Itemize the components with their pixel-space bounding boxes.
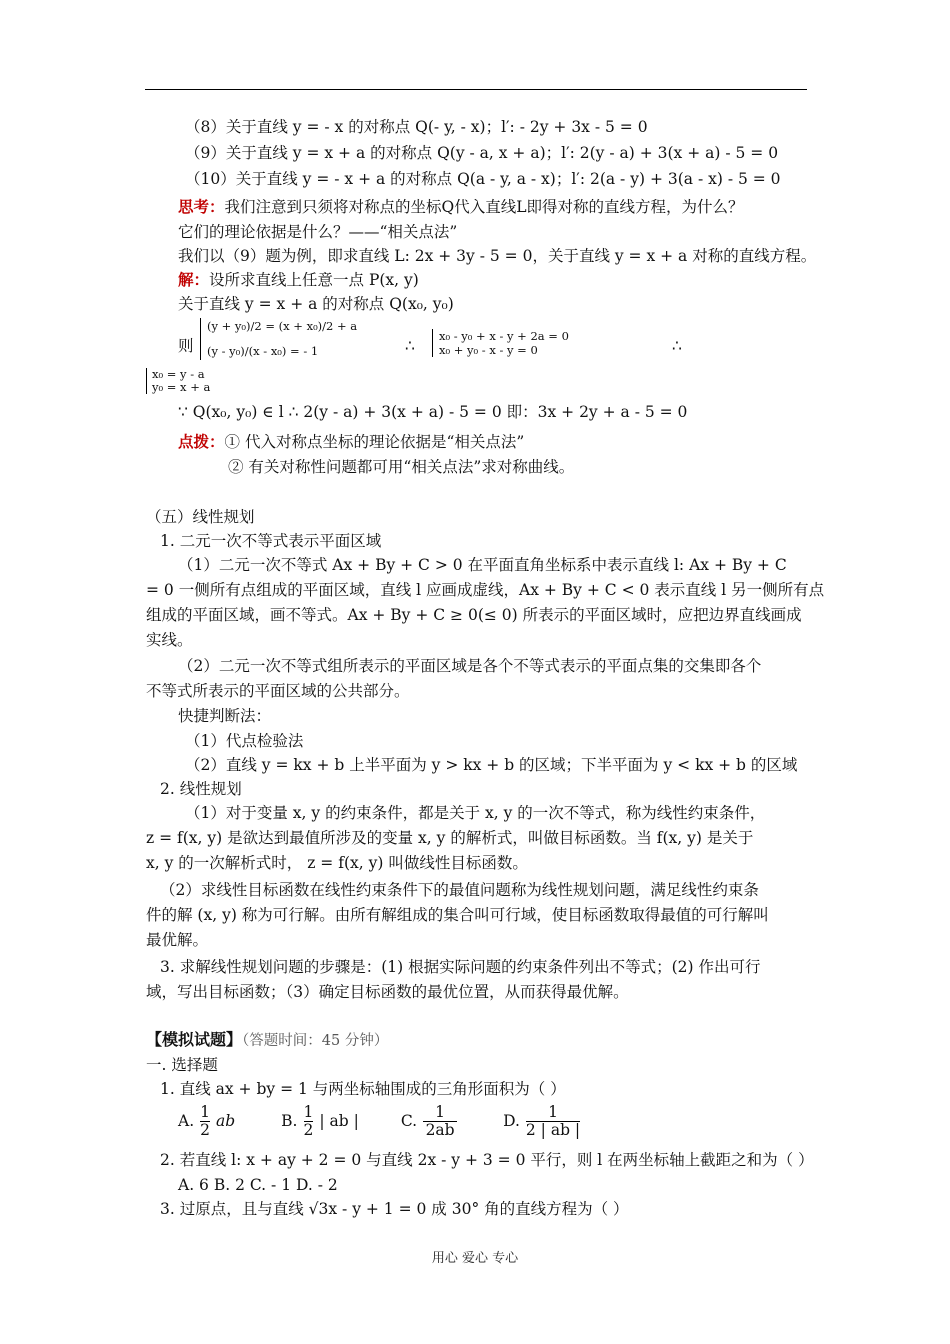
- tip-2: ② 有关对称性问题都可用“相关点法”求对称曲线。: [228, 458, 575, 476]
- option-a-label: A.: [178, 1112, 195, 1130]
- steps-b: 域，写出目标函数；（3）确定目标函数的最优位置，从而获得最优解。: [146, 983, 629, 1001]
- section-linear-programming: （五）线性规划: [146, 508, 255, 526]
- para-1d: 实线。: [146, 631, 193, 649]
- question-1: 1. 直线 ax + by = 1 与两坐标轴围成的三角形面积为（ ）: [160, 1080, 566, 1098]
- option-a-fraction: [200, 1104, 210, 1139]
- system-1: [200, 318, 357, 360]
- frac-numerator: 1: [303, 1102, 314, 1121]
- subsection-1: 1. 二元一次不等式表示平面区域: [160, 532, 382, 550]
- frac-denominator: 2 | ab |: [525, 1120, 581, 1139]
- option-a-ab: ab: [216, 1112, 236, 1130]
- line-9: （9）关于直线 y = x + a 的对称点 Q(y - a, x + a)；l′: 2(y - a) + 3(x + a) - 5 = 0: [185, 144, 779, 162]
- lp-para-1b: z = f(x, y) 是欲达到最值所涉及的变量 x, y 的解析式，叫做目标函数。当 f(x, y) 是关于: [146, 829, 754, 847]
- lp-para-1a: （1）对于变量 x, y 的约束条件，都是关于 x, y 的一次不等式，称为线性约束条件，: [185, 804, 766, 822]
- option-b-absab: | ab |: [319, 1112, 359, 1130]
- lp-para-2b: 件的解 (x, y) 称为可行解。由所有解组成的集合叫可行域，使目标函数取得最值的可行解叫: [146, 906, 769, 924]
- symmetric-point-line: 关于直线 y = x + a 的对称点 Q(x₀, y₀): [178, 295, 454, 313]
- mock-heading: [146, 1030, 388, 1051]
- steps-a: 3. 求解线性规划问题的步骤是：(1) 根据实际问题的约束条件列出不等式；(2) 作出可行: [160, 958, 761, 976]
- frac-numerator: 1: [548, 1102, 558, 1121]
- quick-2: （2）直线 y = kx + b 上半平面为 y > kx + b 的区域；下半平面为 y < kx + b 的区域: [185, 756, 798, 774]
- mock-title: 【模拟试题】: [146, 1030, 243, 1049]
- lp-para-2c: 最优解。: [146, 931, 209, 949]
- line-8: （8）关于直线 y = - x 的对称点 Q(- y, - x)；l′: - 2y + 3x - 5 = 0: [185, 118, 648, 136]
- frac-denominator: 2: [303, 1120, 314, 1139]
- solution-text: 设所求直线上任意一点 P(x, y): [209, 271, 419, 289]
- quick-1: （1）代点检验法: [185, 732, 304, 750]
- example-line: 我们以（9）题为例，即求直线 L: 2x + 3y - 5 = 0，关于直线 y = x + a 对称的直线方程。: [178, 247, 817, 265]
- system-2-row-2: x₀ + y₀ - x - y = 0: [439, 343, 538, 357]
- lp-para-2a: （2）求线性目标函数在线性约束条件下的最值问题称为线性规划问题，满足线性约束条: [160, 881, 759, 899]
- option-b-label: B.: [281, 1112, 298, 1130]
- then-label: 则: [178, 337, 194, 355]
- therefore-2: ∴: [672, 337, 682, 355]
- question-1-options: [178, 1101, 580, 1141]
- line-10: （10）关于直线 y = - x + a 的对称点 Q(a - y, a - x)；l′: 2(a - y) + 3(a - x) - 5 = 0: [185, 170, 781, 188]
- option-b-fraction: [304, 1104, 314, 1139]
- part-1-heading: 一. 选择题: [146, 1056, 218, 1074]
- tip-label: 点拨：: [178, 432, 225, 451]
- option-c-fraction: [423, 1104, 457, 1139]
- think-text: 我们注意到只须将对称点的坐标Q代入直线L即得对称的直线方程，为什么？: [224, 198, 744, 216]
- therefore-1: ∴: [405, 337, 415, 355]
- system-1-row-2: (y - y₀)/(x - x₀) = - 1: [207, 344, 319, 358]
- tip-line-1: [178, 432, 524, 452]
- solution-label: 解：: [178, 270, 210, 289]
- frac-denominator: 2ab: [423, 1121, 457, 1139]
- frac-numerator: 1: [435, 1102, 446, 1121]
- lp-para-1c: x, y 的一次解析式时， z = f(x, y) 叫做线性目标函数。: [146, 854, 528, 872]
- think-line: [178, 197, 744, 217]
- option-d-label: D.: [503, 1112, 520, 1130]
- option-d-fraction: [526, 1104, 580, 1139]
- para-1a: （1）二元一次不等式 Ax + By + C > 0 在平面直角坐标系中表示直线 l: Ax + By + C: [178, 556, 787, 574]
- theory-line: 它们的理论依据是什么？——“相关点法”: [178, 223, 458, 241]
- para-1c: 组成的平面区域，画不等式。Ax + By + C ≥ 0(≤ 0) 所表示的平面区域时，应把边界直线画成: [146, 606, 802, 624]
- question-3: 3. 过原点，且与直线 √3x - y + 1 = 0 成 30° 角的直线方程为（ ）: [160, 1200, 629, 1218]
- frac-denominator: 2: [200, 1120, 210, 1139]
- system-2-row-1: x₀ - y₀ + x - y + 2a = 0: [439, 329, 569, 343]
- tip-1: ① 代入对称点坐标的理论依据是“相关点法”: [224, 433, 525, 451]
- solution-line: [178, 270, 419, 290]
- page-footer: 用心 爱心 专心: [431, 1251, 519, 1266]
- question-2: 2. 若直线 l: x + ay + 2 = 0 与直线 2x - y + 3 = 0 平行，则 l 在两坐标轴上截距之和为（ ）: [160, 1151, 814, 1169]
- question-2-options: A. 6 B. 2 C. - 1 D. - 2: [178, 1176, 338, 1194]
- header-rule: [145, 89, 807, 90]
- substitution-line: ∵ Q(x₀, y₀) ∈ l ∴ 2(y - a) + 3(x + a) - 5 = 0 即：3x + 2y + a - 5 = 0: [178, 403, 688, 421]
- system-3-row-1: x₀ = y - a: [152, 367, 205, 381]
- system-1-row-1: (y + y₀)/2 = (x + x₀)/2 + a: [207, 319, 358, 333]
- option-c-label: C.: [400, 1112, 418, 1130]
- quick-method: 快捷判断法：: [178, 707, 272, 725]
- system-3: [146, 368, 210, 394]
- para-2a: （2）二元一次不等式组所表示的平面区域是各个不等式表示的平面点集的交集即各个: [178, 657, 762, 675]
- frac-numerator: 1: [200, 1102, 210, 1121]
- para-2b: 不等式所表示的平面区域的公共部分。: [146, 682, 410, 700]
- system-3-row-2: y₀ = x + a: [152, 380, 211, 394]
- system-2: [432, 329, 569, 357]
- mock-note: （答题时间：45 分钟）: [242, 1033, 389, 1049]
- para-1b: = 0 一侧所有点组成的平面区域，直线 l 应画成虚线，Ax + By + C < 0 表示直线 l 另一侧所有点: [146, 581, 825, 599]
- think-label: 思考：: [178, 197, 225, 216]
- subsection-2: 2. 线性规划: [160, 780, 242, 798]
